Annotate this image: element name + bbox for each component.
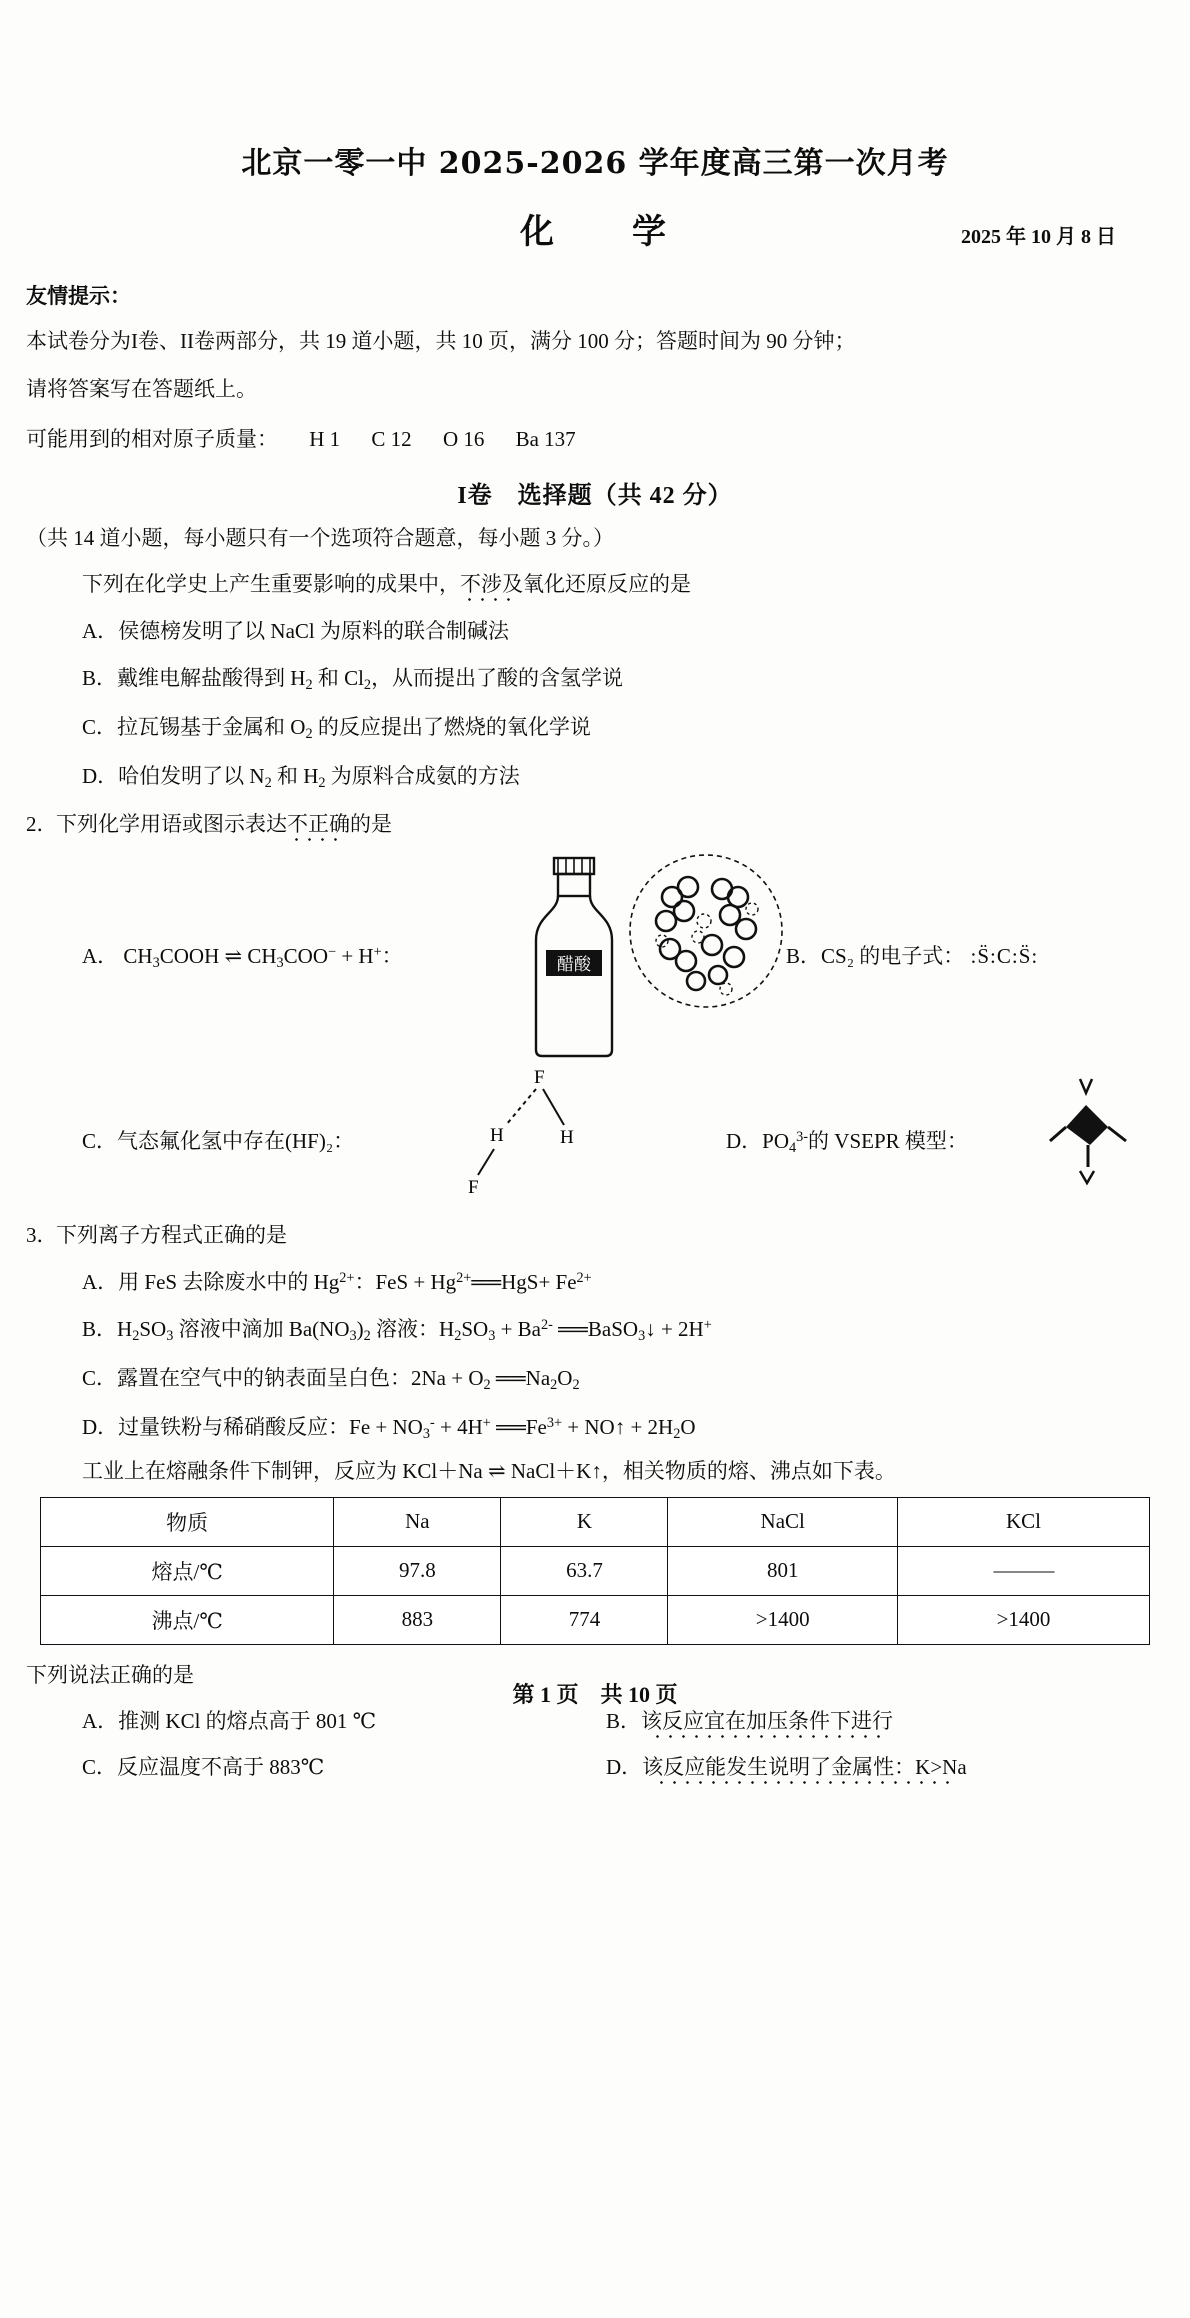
q2-stem-post: 的是 [350,811,392,836]
section-title: I卷 选择题（共 42 分） [457,483,733,509]
q1-option-c-letter: C． [82,714,118,739]
acetic-acid-bottle-icon [528,854,623,1059]
row-label-boiling-point: 沸点/℃ [41,1595,334,1644]
q4-option-c [82,1751,324,1781]
melting-point-kcl: ——— [897,1546,1149,1595]
q3-option-b: B．$H_2SO_3$ 溶液中滴加 $Ba(NO_3)_2$ 溶液：$H_2SO_3 + Ba^{2-}$ ══BaSO$_3$↓ + 2H+ [82,1316,712,1344]
q1-option-d: D．哈伯发明了以 $N_2$ 和 $H_2$ 为原料合成氨的方法 [82,763,520,791]
question-2-stem [26,808,1164,838]
q3-number: 3． [26,1222,58,1247]
q2-option-c: C．气态氟化氢中存在(HF)₂： [82,1128,355,1153]
q4-option-d-letter: D． [606,1754,643,1779]
q2-option-a-letter: A． [82,943,119,968]
q4-option-a-text: 推测 KCl 的熔点高于 801 ℃ [118,1708,377,1733]
atomic-masses-label: 可能用到的相对原子质量： [26,427,278,451]
melting-boiling-point-table [40,1497,1150,1645]
table-header-row [41,1497,1150,1546]
q4-lead-in: 工业上在熔融条件下制钾，反应为 KCl＋Na ⇌ NaCl＋K↑，相关物质的熔、沸点如下表。 [82,1458,896,1483]
tips-line-2: 请将答案写在答题纸上。 [26,376,257,401]
q4-option-b [606,1705,893,1735]
hf-atom-h-right: H [560,1126,574,1148]
table-header-kcl: KCl [897,1497,1149,1546]
table-row [41,1595,1150,1644]
atomic-mass-h: H 1 [309,427,341,451]
exam-page [0,138,1190,1781]
q2-option-a: A． $CH_3COOH$ ⇌ $CH_3COO^- + H^+$： [82,943,403,971]
q4-options-row-2 [26,1751,1164,1781]
q4-option-a [82,1705,376,1735]
q1-option-b-letter: B． [82,666,118,690]
cs2-lewis-structure: :S̈:C:S̈: [964,943,1039,968]
q2-option-b-label: B．CS₂ 的电子式： [786,943,965,968]
q1-stem-post: 氧化还原反应的是 [523,572,691,596]
question-1-stem [26,568,1164,598]
q3-option-c: C．露置在空气中的钠表面呈白色：$2Na + O_2$ $══Na_2O_2$ [82,1365,580,1393]
boiling-point-na: 883 [334,1595,501,1644]
question-3-stem [26,1219,1164,1249]
atomic-mass-ba: Ba 137 [515,427,576,451]
hf-atom-f-bottom: F [468,1176,479,1198]
boiling-point-k: 774 [501,1595,668,1644]
page-footer: 第 1 页 共 10 页 [512,1681,678,1707]
q4-option-c-text: 反应温度不高于 883℃ [117,1754,325,1779]
q1-stem-pre: 下列在化学史上产生重要影响的成果中， [82,572,460,596]
q1-option-a-text: 侯德榜发明了以 NaCl 为原料的联合制碱法 [118,619,509,643]
q4-option-c-letter: C． [82,1754,118,1779]
boiling-point-kcl: >1400 [897,1595,1149,1644]
section-note: （共 14 道小题，每小题只有一个选项符合题意，每小题 3 分。） [26,526,614,550]
q1-option-c: C．拉瓦锡基于金属和 $O_2$ 的反应提出了燃烧的氧化学说 [82,714,591,742]
atomic-masses [26,423,1164,453]
q4-option-b-text: 该反应宜在加压条件下进行 [641,1708,894,1733]
q2-stem-pre: 下列化学用语或图示表达 [56,811,287,836]
table-row [41,1546,1150,1595]
row-label-melting-point: 熔点/℃ [41,1546,334,1595]
q1-stem-emphasis: 不涉及 [460,572,523,596]
q4-option-a-letter: A． [82,1708,119,1733]
q3-option-d: D．过量铁粉与稀硝酸反应：$Fe + NO_3^- + 4H^+$ $══Fe^{3+}$ + NO↑ + $2H_2O$ [82,1414,696,1442]
hf-atom-h-left: H [490,1124,504,1146]
subject-row [26,204,1164,258]
melting-point-na: 97.8 [334,1546,501,1595]
q1-option-b: B．戴维电解盐酸得到 $H_2$ 和 $Cl_2$，从而提出了酸的含氢学说 [82,666,624,693]
table-header-na: Na [334,1497,501,1546]
hf-dimer-diagram [446,1063,616,1198]
bottle-label: 醋酸 [557,954,591,975]
page-title: 北京一零一中 2025-2026 学年度高三第一次月考 [241,146,949,181]
q4-option-b-letter: B． [606,1708,642,1733]
table-header-nacl: NaCl [668,1497,898,1546]
tips-label: 友情提示： [26,284,131,308]
atomic-mass-c: C 12 [371,427,412,451]
q2-option-d: D．$PO_4^{3-}$的 VSEPR 模型： [726,1128,968,1156]
q3-stem-text: 下列离子方程式正确的是 [56,1222,287,1247]
q4-option-d [606,1751,967,1781]
vsepr-model-icon [1046,1071,1136,1191]
q2-options-ab-row [26,844,1164,1059]
q4-options-row-1 [26,1705,1164,1735]
q4-option-d-text: 该反应能发生说明了金属性：K>Na [642,1754,967,1779]
q2-options-cd-row [26,1063,1164,1203]
q3-option-a: A．用 FeS 去除废水中的 $Hg^{2+}$：FeS + $Hg^{2+}══HgS+ Fe^{2+}$ [82,1269,592,1294]
tips-line-1: 本试卷分为I卷、II卷两部分，共 19 道小题，共 10 页，满分 100 分；答题时间为 90 分钟； [26,329,856,353]
particle-view-icon [626,849,786,1014]
q1-option-a-letter: A． [82,619,119,643]
melting-point-k: 63.7 [501,1546,668,1595]
q2-number: 2． [26,811,58,836]
atomic-mass-o: O 16 [442,427,485,451]
table-header-k: K [501,1497,668,1546]
q2-stem-emphasis: 不正确 [287,811,350,836]
q1-option-d-letter: D． [82,763,119,788]
q4-after-table: 下列说法正确的是 [26,1662,194,1687]
boiling-point-nacl: >1400 [668,1595,898,1644]
exam-date: 2025 年 10 月 8 日 [961,226,1116,248]
table-header-substance: 物质 [41,1497,334,1546]
q1-option-a [26,615,1164,645]
hf-atom-f-top: F [534,1066,545,1088]
q2-option-b [786,940,1038,970]
subject-heading: 化 学 [520,212,688,252]
melting-point-nacl: 801 [668,1546,898,1595]
